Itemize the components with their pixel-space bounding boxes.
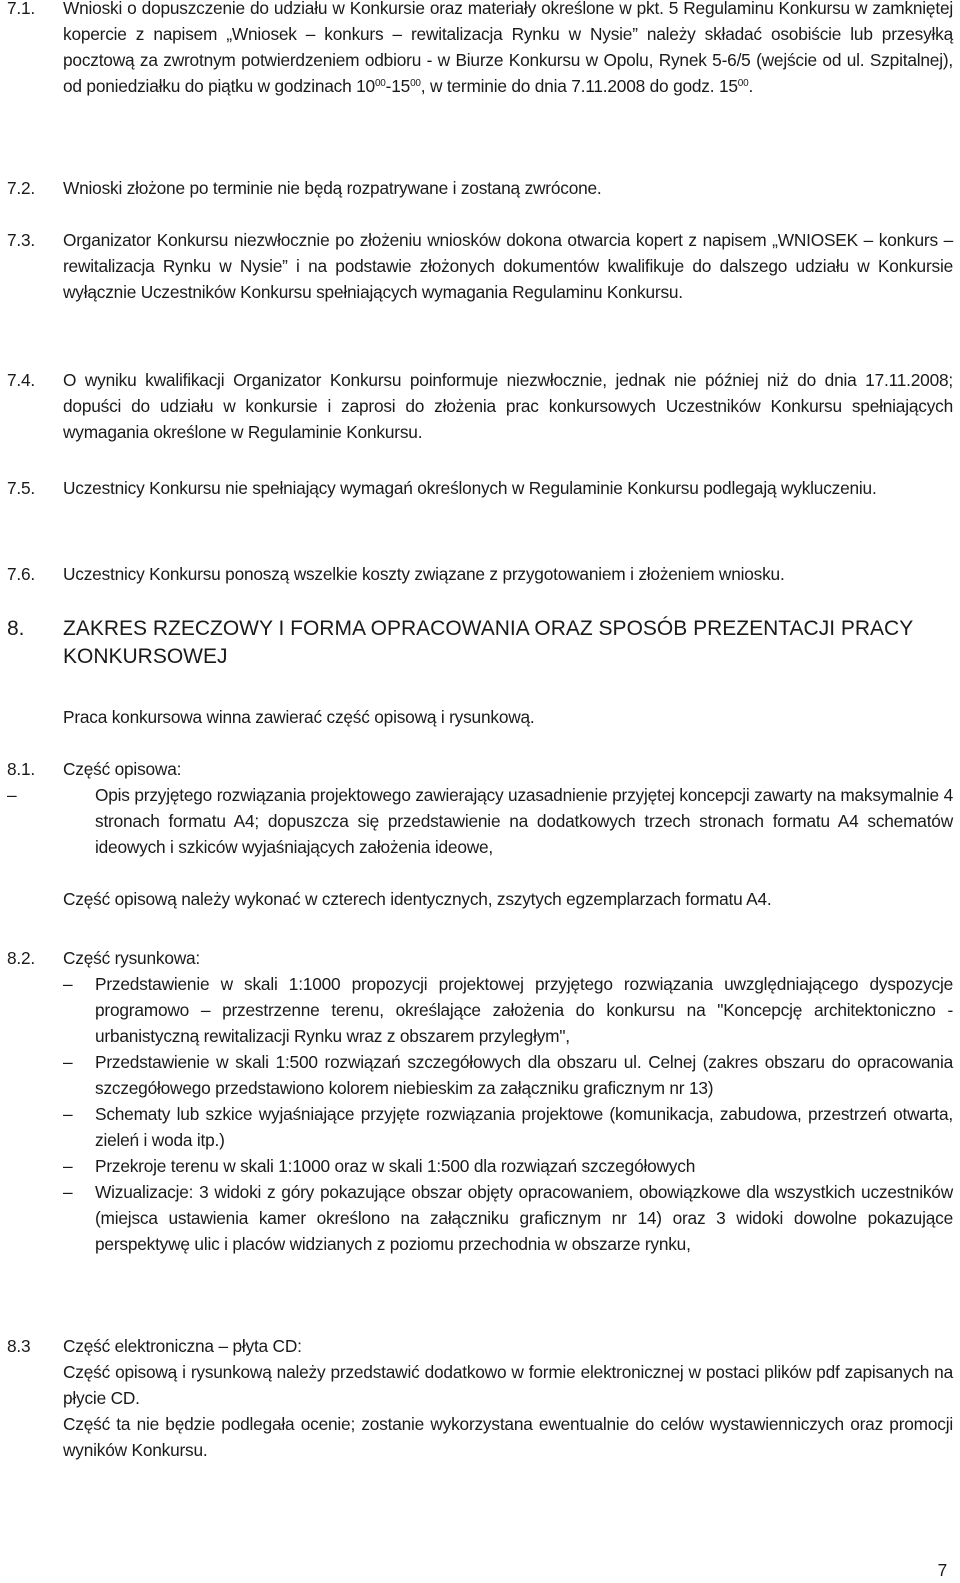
section-8-intro: Praca konkursowa winna zawierać część opisową i rysunkową. xyxy=(63,707,535,727)
section-7-5 xyxy=(7,475,953,501)
section-body xyxy=(63,945,953,1257)
paragraph: Część ta nie będzie podlegała ocenie; zostanie wykorzystana ewentualnie do celów wystawienniczych oraz promocji wyników Konkursu. xyxy=(63,1414,953,1460)
section-number: 7.4. xyxy=(7,370,36,390)
section-number: 7.5. xyxy=(7,478,36,498)
subsection-title: Część rysunkowa: xyxy=(63,948,201,968)
section-8-2 xyxy=(7,945,953,1257)
section-text: Wnioski złożone po terminie nie będą rozpatrywane i zostaną zwrócone. xyxy=(63,178,602,198)
list-item xyxy=(63,1179,953,1257)
section-8-1 xyxy=(7,756,953,912)
superscript: 00 xyxy=(737,78,749,89)
section-number: 7.6. xyxy=(7,564,36,584)
dash-bullet: – xyxy=(63,1156,73,1176)
subsection-title: Część elektroniczna – płyta CD: xyxy=(63,1336,302,1356)
subsection-note: Część opisową należy wykonać w czterech identycznych, zszytych egzemplarzach formatu A4. xyxy=(63,889,772,909)
section-8-heading xyxy=(7,615,953,671)
page-number: 7 xyxy=(937,1560,947,1580)
section-7-6 xyxy=(7,561,953,587)
paragraph: Część opisową i rysunkową należy przedstawić dodatkowo w formie elektronicznej w postaci plików pdf zapisanych na płycie CD. xyxy=(63,1362,953,1408)
text-part: Wnioski o dopuszczenie do udziału w Konkursie oraz materiały określone w pkt. 5 Regulaminu Konkursu w zamkniętej kopercie z napisem „Wniosek – konkurs – rewitalizacja Rynku w Nysie” należy składać osobiście lub przesyłką pocztową za zwrotnym potwierdzeniem odbioru - w Biurze Konkursu w Opolu, Rynek 5-6/5 (wejście od ul. Szpitalnej), od poniedziałku do piątku w godzinach 10 xyxy=(63,0,953,96)
section-body xyxy=(63,1333,953,1463)
section-text: Organizator Konkursu niezwłocznie po złożeniu wniosków dokona otwarcia kopert z napisem „WNIOSEK – konkurs – rewitalizacja Rynku w Nysie” i na podstawie złożonych dokumentów kwalifikuje do dalszego udziału w Konkursie wyłącznie Uczestników Konkursu spełniających wymagania Regulaminu Konkursu. xyxy=(63,230,953,302)
section-8-3 xyxy=(7,1333,953,1463)
section-number: 7.1. xyxy=(7,0,36,18)
list-item-text: Wizualizacje: 3 widoki z góry pokazujące obszar objęty opracowaniem, obowiązkowe dla wszystkich uczestników (miejsca ustawienia kamer określono na załączniku graficznym nr 14) oraz 3 widoki dowolne pokazujące perspektywę ulic i placów widzianych z poziomu przechodnia w obszarze rynku, xyxy=(95,1182,953,1254)
section-number: 8. xyxy=(7,617,25,640)
text-part: . xyxy=(748,76,754,96)
section-number: 7.2. xyxy=(7,178,36,198)
list-item-text: Przedstawienie w skali 1:1000 propozycji projektowej przyjętego rozwiązania uwzględniającego dyspozycje programowo – przestrzenne terenu, określające założenia do konkursu na "Koncepcję architektoniczno - urbanistyczną rewitalizacji Rynku wraz z obszarem przyległym", xyxy=(95,974,953,1046)
list-item xyxy=(63,1153,953,1179)
section-number: 8.2. xyxy=(7,948,36,968)
list-item-text: Przekroje terenu w skali 1:1000 oraz w skali 1:500 dla rozwiązań szczegółowych xyxy=(95,1156,696,1176)
text-part: , w terminie do dnia 7.11.2008 do godz. 15 xyxy=(420,76,738,96)
section-title: ZAKRES RZECZOWY I FORMA OPRACOWANIA ORAZ SPOSÓB PREZENTACJI PRACY KONKURSOWEJ xyxy=(63,617,913,668)
section-text xyxy=(63,0,953,99)
bullet-list xyxy=(63,971,953,1257)
list-item xyxy=(63,1101,953,1153)
bullet-list xyxy=(7,782,953,860)
dash-bullet: – xyxy=(63,1182,73,1202)
superscript: 00 xyxy=(410,78,421,89)
list-item-text: Opis przyjętego rozwiązania projektowego zawierający uzasadnienie przyjętej koncepcji zawarty na maksymalnie 4 stronach formatu A4; dopuszcza się przedstawienie na dodatkowych trzech stronach formatu A4 schematów ideowych i szkiców wyjaśniających założenia ideowe, xyxy=(95,785,953,857)
list-item xyxy=(63,1049,953,1101)
list-item-text: Schematy lub szkice wyjaśniające przyjęte rozwiązania projektowe (komunikacja, zabudowa, przestrzeń otwarta, zieleń i woda itp.) xyxy=(95,1104,953,1150)
section-text: O wyniku kwalifikacji Organizator Konkursu poinformuje niezwłocznie, jednak nie później niż do dnia 17.11.2008; dopuści do udziału w konkursie i zaprosi do złożenia prac konkursowych Uczestników Konkursu spełniających wymagania określone w Regulaminie Konkursu. xyxy=(63,370,953,442)
dash-bullet: – xyxy=(7,785,17,805)
dash-bullet: – xyxy=(63,974,73,994)
list-item xyxy=(7,782,953,860)
section-number: 8.3 xyxy=(7,1336,31,1356)
section-number: 8.1. xyxy=(7,759,36,779)
section-7-2 xyxy=(7,175,953,201)
section-text: Uczestnicy Konkursu ponoszą wszelkie koszty związane z przygotowaniem i złożeniem wniosku. xyxy=(63,564,785,584)
section-text: Uczestnicy Konkursu nie spełniający wymagań określonych w Regulaminie Konkursu podlegają wykluczeniu. xyxy=(63,478,877,498)
list-item xyxy=(63,971,953,1049)
dash-bullet: – xyxy=(63,1104,73,1124)
section-7-4 xyxy=(7,367,953,445)
section-number: 7.3. xyxy=(7,230,36,250)
section-7-1 xyxy=(7,0,953,99)
list-item-text: Przedstawienie w skali 1:500 rozwiązań szczegółowych dla obszaru ul. Celnej (zakres obszaru do opracowania szczegółowego przedstawiono kolorem niebieskim za załączniku graficznym nr 13) xyxy=(95,1052,953,1098)
dash-bullet: – xyxy=(63,1052,73,1072)
subsection-title: Część opisowa: xyxy=(63,759,182,779)
superscript: 00 xyxy=(374,78,386,89)
text-part: -15 xyxy=(385,76,411,96)
section-7-3 xyxy=(7,227,953,305)
